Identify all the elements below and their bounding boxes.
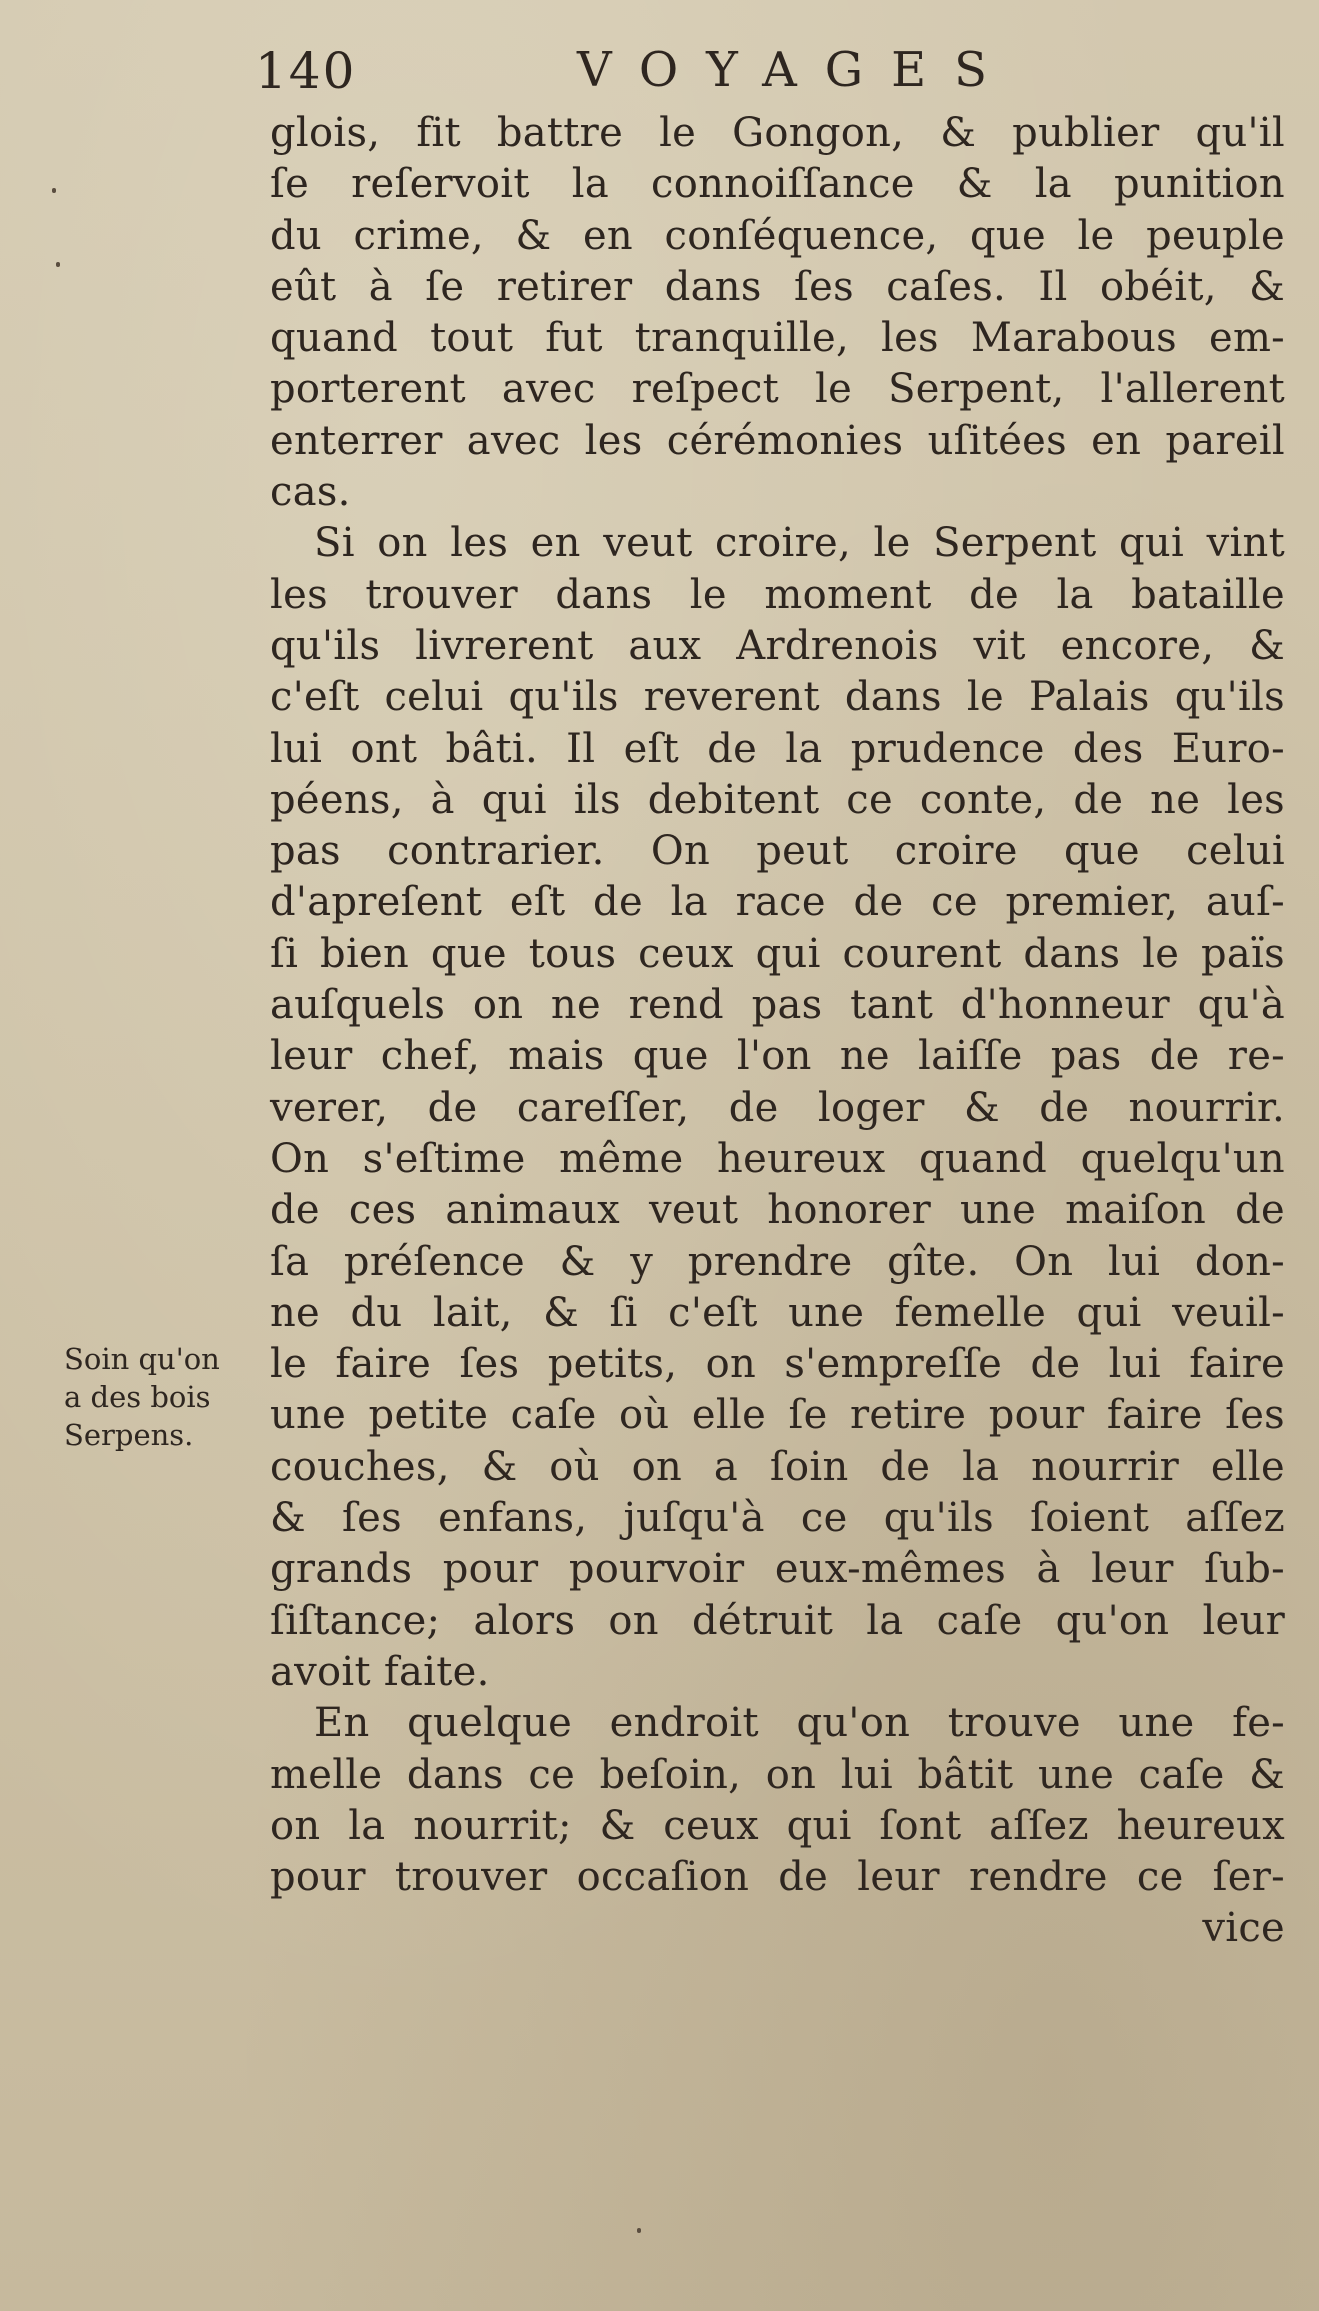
text-line: c'eſt celui qu'ils reverent dans le Palais qu'ils: [270, 674, 1285, 721]
text-line: Si on les en veut croire, le Serpent qui vint: [314, 520, 1285, 567]
text-line: on la nourrit; & ceux qui ſont aſſez heureux: [270, 1802, 1285, 1849]
text-line: qu'ils livrerent aux Ardrenois vit encore, &: [270, 622, 1285, 669]
body-text: [270, 108, 1285, 1955]
page-header: [255, 42, 1015, 102]
margin-note-line: a des bois: [64, 1380, 211, 1414]
text-line: & ſes enfans, juſqu'à ce qu'ils ſoient aſſez: [270, 1495, 1285, 1542]
text-line: melle dans ce beſoin, on lui bâtit une caſe &: [270, 1751, 1285, 1798]
text-line: pour trouver occaſion de leur rendre ce ſer-: [270, 1854, 1285, 1901]
text-line: leur chef, mais que l'on ne laiſſe pas de re-: [270, 1033, 1285, 1080]
paper-speck: [56, 262, 60, 267]
text-line: couches, & où on a ſoin de la nourrir elle: [270, 1443, 1285, 1490]
text-line: En quelque endroit qu'on trouve une fe-: [314, 1700, 1285, 1747]
margin-note: [64, 1340, 274, 1454]
text-line: le faire ſes petits, on s'empreſſe de lui faire: [270, 1341, 1285, 1388]
text-line: avoit faite.: [270, 1648, 490, 1695]
text-line: vice: [1202, 1905, 1285, 1952]
text-line: ſiſtance; alors on détruit la caſe qu'on leur: [270, 1597, 1285, 1644]
text-line: cas.: [270, 469, 351, 516]
text-line: porterent avec reſpect le Serpent, l'allerent: [270, 366, 1285, 413]
margin-note-line: Serpens.: [64, 1418, 194, 1452]
text-line: ſa préſence & y prendre gîte. On lui don-: [270, 1238, 1285, 1285]
paper-speck: [52, 188, 56, 193]
text-line: une petite caſe où elle ſe retire pour faire ſes: [270, 1392, 1285, 1439]
text-line: eût à ſe retirer dans ſes caſes. Il obéit, &: [270, 263, 1285, 310]
text-line: ſe reſervoit la connoiſſance & la punition: [270, 161, 1285, 208]
text-line: quand tout fut tranquille, les Marabous em-: [270, 315, 1285, 362]
text-line: d'apreſent eſt de la race de ce premier, auſ-: [270, 879, 1285, 926]
text-line: lui ont bâti. Il eſt de la prudence des Euro-: [270, 725, 1285, 772]
running-title: VOYAGES: [577, 42, 1016, 98]
text-line: On s'eſtime même heureux quand quelqu'un: [270, 1135, 1285, 1182]
text-line: du crime, & en conſéquence, que le peuple: [270, 212, 1285, 259]
text-line: grands pour pourvoir eux-mêmes à leur ſub-: [270, 1546, 1285, 1593]
text-line: ſi bien que tous ceux qui courent dans le païs: [270, 930, 1285, 977]
text-line: ne du lait, & ſi c'eſt une femelle qui veuil-: [270, 1289, 1285, 1336]
text-line: de ces animaux veut honorer une maiſon de: [270, 1187, 1285, 1234]
page-number: 140: [255, 42, 357, 100]
text-line: péens, à qui ils debitent ce conte, de ne les: [270, 776, 1285, 823]
paper-speck: [637, 2228, 641, 2233]
text-line: auſquels on ne rend pas tant d'honneur qu'à: [270, 982, 1285, 1029]
text-line: les trouver dans le moment de la bataille: [270, 571, 1285, 618]
text-line: pas contrarier. On peut croire que celui: [270, 828, 1285, 875]
text-line: verer, de careſſer, de loger & de nourrir.: [270, 1084, 1285, 1131]
margin-note-line: Soin qu'on: [64, 1342, 220, 1376]
text-line: enterrer avec les cérémonies uſitées en pareil: [270, 417, 1285, 464]
text-line: glois, fit battre le Gongon, & publier qu'il: [270, 110, 1285, 156]
